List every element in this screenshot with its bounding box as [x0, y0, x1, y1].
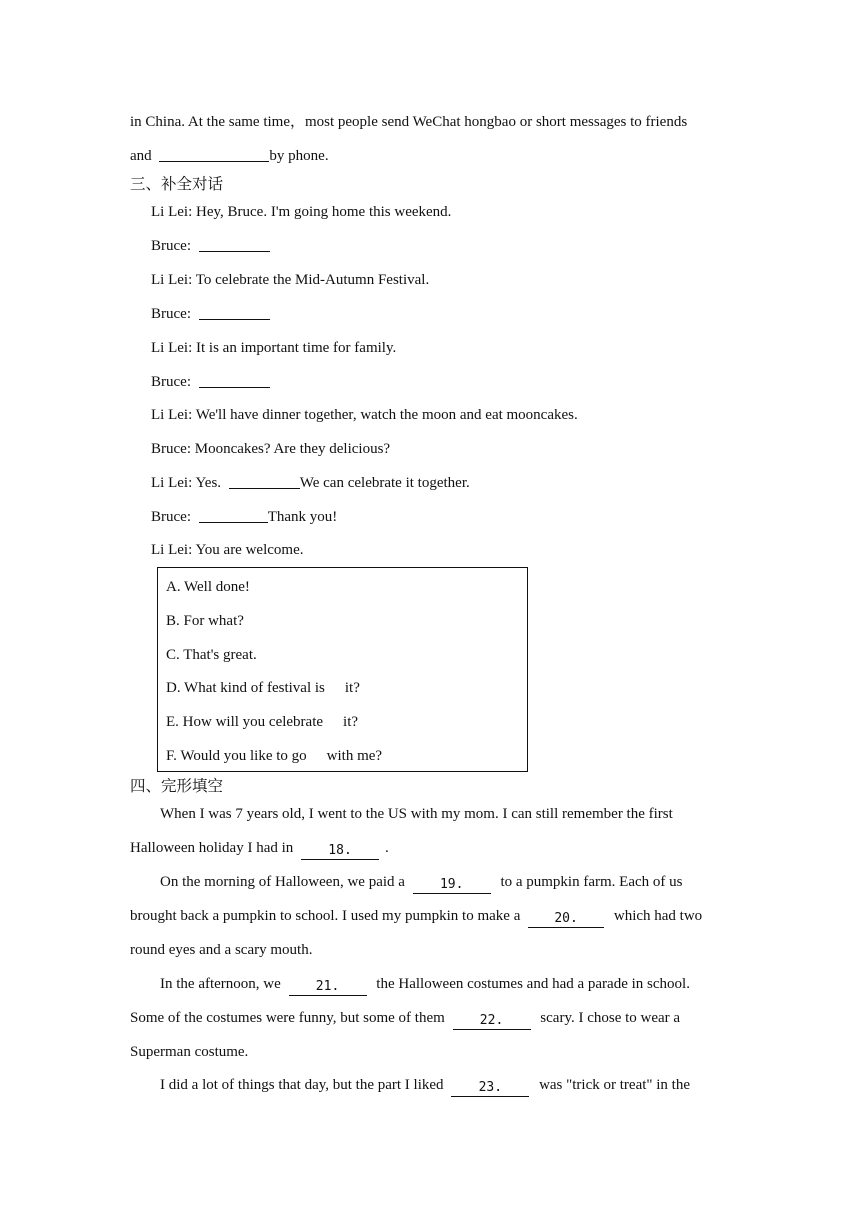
cloze-blank[interactable]: 21. [289, 979, 367, 996]
speaker: Li Lei: [151, 204, 193, 220]
dialogue-text: We can celebrate it together. [299, 475, 470, 491]
section-heading-3: 三、补全对话 [130, 175, 224, 193]
speaker: Bruce: [151, 509, 191, 525]
option-text: F. Would you like to go [166, 748, 307, 764]
dialogue-text: Mooncakes? Are they delicious? [194, 441, 391, 457]
passage-text: I did a lot of things that day, but the part I liked [160, 1077, 444, 1093]
answer-blank[interactable] [199, 304, 270, 320]
speaker: Li Lei: [151, 340, 193, 356]
dialogue-text: It is an important time for family. [196, 340, 397, 356]
speaker: Bruce: [151, 238, 191, 254]
speaker: Bruce: [151, 306, 191, 322]
dialogue-line [151, 540, 304, 560]
option-text: D. What kind of festival is [166, 680, 325, 696]
speaker: Bruce: [151, 441, 191, 457]
option-item: C. That's great. [166, 647, 257, 663]
passage-line: round eyes and a scary mouth. [130, 942, 313, 958]
dialogue-text: Yes. [195, 475, 222, 491]
dialogue-text: Thank you! [267, 509, 338, 525]
speaker: Bruce: [151, 374, 191, 390]
dialogue-line [151, 202, 451, 222]
dialogue-line [151, 473, 470, 493]
option-text: it? [343, 714, 359, 730]
passage-text: in China. At the same time，most people send WeChat hongbao or short messages to friends [130, 114, 688, 130]
option-text: E. How will you celebrate [166, 714, 324, 730]
passage-text: brought back a pumpkin to school. I used my pumpkin to make a [130, 908, 521, 924]
passage-line [160, 974, 690, 996]
dialogue-line [151, 304, 270, 324]
answer-blank[interactable] [229, 473, 300, 489]
dialogue-line [151, 405, 578, 425]
passage-line [130, 112, 687, 132]
passage-line [160, 872, 682, 894]
cloze-blank[interactable]: 20. [528, 911, 604, 928]
answer-blank[interactable] [159, 146, 269, 162]
passage-line [130, 1008, 680, 1030]
speaker: Li Lei: [151, 542, 193, 558]
passage-line [130, 838, 389, 860]
passage-text: . [385, 840, 389, 856]
dialogue-text: You are welcome. [195, 542, 304, 558]
passage-text: to a pumpkin farm. Each of us [500, 874, 683, 890]
answer-blank[interactable] [199, 372, 270, 388]
option-text: it? [344, 680, 360, 696]
passage-line [130, 906, 702, 928]
answer-blank[interactable] [199, 507, 268, 523]
passage-text: On the morning of Halloween, we paid a [160, 874, 405, 890]
dialogue-line [151, 507, 337, 527]
dialogue-line [151, 338, 396, 358]
cloze-blank[interactable]: 19. [413, 877, 491, 894]
passage-text: and [130, 148, 152, 164]
passage-text: In the afternoon, we [160, 976, 281, 992]
passage-text: scary. I chose to wear a [540, 1010, 681, 1026]
dialogue-line [151, 236, 270, 256]
answer-blank[interactable] [199, 236, 270, 252]
passage-line [130, 146, 329, 166]
section-heading-4: 四、完形填空 [130, 777, 224, 795]
passage-text: which had two [613, 908, 703, 924]
option-item [166, 678, 360, 698]
cloze-blank[interactable]: 18. [301, 843, 379, 860]
options-box [157, 567, 528, 772]
option-item: B. For what? [166, 613, 244, 629]
passage-line [160, 1075, 690, 1097]
cloze-blank[interactable]: 23. [451, 1080, 529, 1097]
dialogue-line [151, 439, 390, 459]
cloze-blank[interactable]: 22. [453, 1013, 531, 1030]
passage-text: by phone. [269, 148, 329, 164]
option-text: with me? [326, 748, 383, 764]
passage-line: When I was 7 years old, I went to the US with my mom. I can still remember the first [160, 806, 673, 822]
dialogue-text: Hey, Bruce. I'm going home this weekend. [196, 204, 452, 220]
option-item [166, 746, 382, 766]
passage-text: Some of the costumes were funny, but some of them [130, 1010, 445, 1026]
speaker: Li Lei: [151, 475, 193, 491]
passage-text: the Halloween costumes and had a parade in school. [376, 976, 690, 992]
passage-line: Superman costume. [130, 1044, 249, 1060]
dialogue-text: We'll have dinner together, watch the moon and eat mooncakes. [195, 407, 578, 423]
passage-text: Halloween holiday I had in [130, 840, 294, 856]
dialogue-line [151, 270, 429, 290]
speaker: Li Lei: [151, 407, 193, 423]
dialogue-line [151, 372, 270, 392]
passage-text: was "trick or treat" in the [539, 1077, 691, 1093]
option-item [166, 712, 358, 732]
speaker: Li Lei: [151, 272, 193, 288]
option-item: A. Well done! [166, 579, 250, 595]
dialogue-text: To celebrate the Mid-Autumn Festival. [195, 272, 430, 288]
